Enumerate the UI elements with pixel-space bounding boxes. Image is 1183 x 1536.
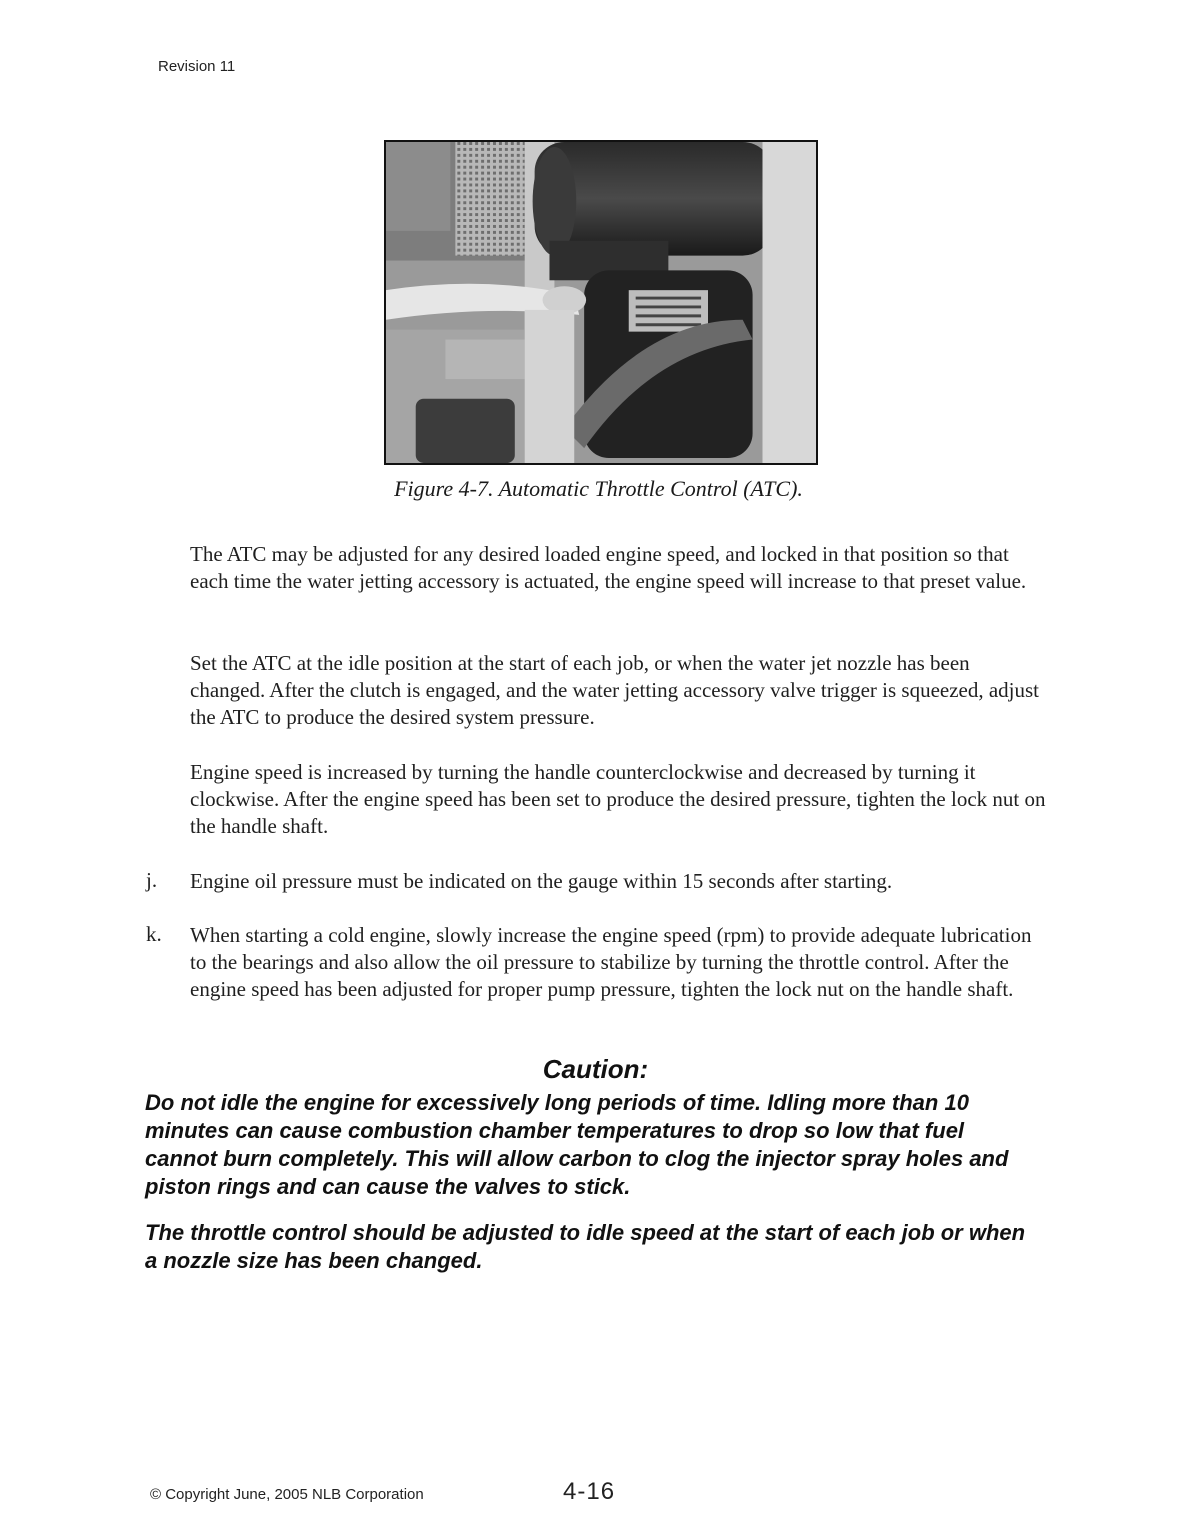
- page-number: 4-16: [563, 1478, 616, 1505]
- list-item-text: Engine oil pressure must be indicated on the gauge within 15 seconds after starting.: [190, 869, 893, 893]
- revision-label: Revision 11: [158, 58, 236, 75]
- caution-heading: Caution:: [542, 1054, 649, 1084]
- caution-paragraph: Do not idle the engine for excessively long periods of time. Idling more than 10 minutes can cause combustion chamber temperatures to drop so low that fuel cannot burn completely. This will allow carbon to clog the injector spray holes and piston rings and can cause the valves to stick.: [145, 1090, 1009, 1199]
- caution-paragraph: The throttle control should be adjusted to idle speed at the start of each job or when a nozzle size has been changed.: [145, 1220, 1026, 1273]
- list-item-text: When starting a cold engine, slowly increase the engine speed (rpm) to provide adequate lubrication to the bearings and also allow the oil pressure to stabilize by turning the throttle control. After the engine speed has been adjusted for proper pump pressure, tighten the lock nut on the handle shaft.: [190, 923, 1032, 1001]
- copyright-notice: © Copyright June, 2005 NLB Corporation: [150, 1486, 424, 1503]
- figure-photo: [384, 140, 818, 465]
- body-paragraph: Set the ATC at the idle position at the start of each job, or when the water jet nozzle has been changed. After the clutch is engaged, and the water jetting accessory valve trigger is squeezed, adjust the ATC to produce the desired system pressure.: [190, 651, 1040, 729]
- list-item-letter: k.: [146, 922, 162, 946]
- engine-photo-graphic: [386, 142, 816, 463]
- body-paragraph: The ATC may be adjusted for any desired loaded engine speed, and locked in that position so that each time the water jetting accessory is actuated, the engine speed will increase to that preset value.: [190, 542, 1027, 593]
- list-item-letter: j.: [146, 868, 158, 892]
- figure-caption: Figure 4-7. Automatic Throttle Control (ATC).: [394, 476, 803, 501]
- body-paragraph: Engine speed is increased by turning the handle counterclockwise and decreased by turning it clockwise. After the engine speed has been set to produce the desired pressure, tighten the lock nut on the handle shaft.: [190, 760, 1046, 838]
